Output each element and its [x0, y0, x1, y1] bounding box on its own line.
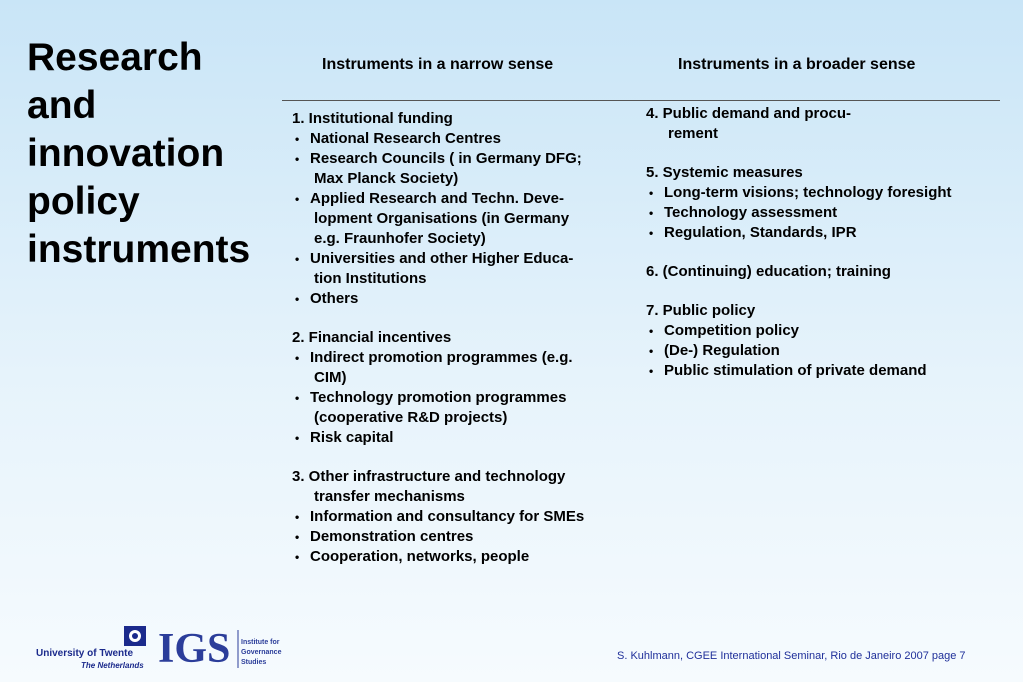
group-heading-text: 4. Public demand and procu- — [646, 105, 852, 122]
list-item-continuation: lopment Organisations (in Germany — [314, 210, 570, 227]
title-line: innovation — [27, 132, 225, 175]
list-item-text: Technology assessment — [664, 204, 838, 221]
group-heading — [646, 104, 1006, 144]
list-item-text: Applied Research and Techn. Deve- — [310, 190, 564, 207]
list-item-text: Risk capital — [310, 429, 394, 446]
title-line: and — [27, 84, 97, 127]
list-item — [646, 203, 1006, 223]
list-item — [646, 223, 1006, 243]
group-heading — [646, 163, 1006, 183]
group-heading-text: 1. Institutional funding — [292, 110, 453, 127]
group-heading-text: 7. Public policy — [646, 302, 756, 319]
list-item-text: Regulation, Standards, IPR — [664, 224, 857, 241]
list-item-text: (De-) Regulation — [664, 342, 780, 359]
group-heading-text: 3. Other infrastructure and technology — [292, 468, 566, 485]
title-line: instruments — [27, 228, 251, 271]
list-item-text: Information and consultancy for SMEs — [310, 508, 585, 525]
broader-instruments-list — [646, 104, 1006, 400]
header-divider — [282, 100, 1000, 101]
list-item — [292, 527, 632, 547]
ut-logo-line1: University of Twente — [36, 648, 134, 659]
list-item-text: Technology promotion programmes — [310, 389, 567, 406]
instrument-group — [646, 104, 1006, 144]
list-item-text: Demonstration centres — [310, 528, 474, 545]
group-heading-text: 6. (Continuing) education; training — [646, 263, 891, 280]
list-item-text: Others — [310, 290, 359, 307]
group-heading — [292, 109, 632, 129]
group-heading — [292, 467, 632, 507]
narrow-column-header: Instruments in a narrow sense — [322, 56, 554, 73]
list-item-text: Competition policy — [664, 322, 799, 339]
list-item-continuation: (cooperative R&D projects) — [314, 409, 508, 426]
list-item-text: National Research Centres — [310, 130, 501, 147]
list-item-continuation: Max Planck Society) — [314, 170, 459, 187]
igs-logo-mark: IGS — [158, 626, 231, 672]
list-item — [292, 289, 632, 309]
instrument-group — [292, 109, 632, 309]
list-item — [292, 428, 632, 448]
list-item — [646, 341, 1006, 361]
group-heading — [292, 328, 632, 348]
group-heading-text: 2. Financial incentives — [292, 329, 452, 346]
list-item — [292, 388, 632, 428]
instrument-group — [646, 262, 1006, 282]
group-heading-text: 5. Systemic measures — [646, 164, 803, 181]
list-item — [292, 129, 632, 149]
list-item — [646, 321, 1006, 341]
instrument-group — [292, 467, 632, 567]
list-item-text: Universities and other Higher Educa- — [310, 250, 574, 267]
narrow-instruments-list — [292, 109, 632, 586]
list-item — [646, 183, 1006, 203]
list-item — [292, 189, 632, 249]
igs-logo — [158, 622, 298, 672]
list-item-continuation: tion Institutions — [314, 270, 427, 287]
ut-logo-line2: The Netherlands — [81, 661, 144, 670]
list-item — [646, 361, 1006, 381]
list-item — [292, 547, 632, 567]
group-heading — [646, 301, 1006, 321]
igs-logo-line3: Studies — [241, 659, 267, 666]
title-line: Research — [27, 36, 203, 79]
footer-citation: S. Kuhlmann, CGEE International Seminar, Rio de Janeiro 2007 page 7 — [617, 650, 966, 662]
instrument-group — [292, 328, 632, 448]
title-line: policy — [27, 180, 140, 223]
list-item-text: Research Councils ( in Germany DFG; — [310, 150, 582, 167]
list-item-text: Cooperation, networks, people — [310, 548, 530, 565]
list-item-continuation: e.g. Fraunhofer Society) — [314, 230, 486, 247]
igs-logo-line1: Institute for — [241, 639, 280, 646]
list-item-text: Indirect promotion programmes (e.g. — [310, 349, 573, 366]
list-item — [292, 507, 632, 527]
igs-logo-line2: Governance — [241, 649, 282, 656]
list-item — [292, 149, 632, 189]
university-of-twente-logo — [34, 624, 154, 674]
list-item-text: Long-term visions; technology foresight — [664, 184, 952, 201]
group-heading — [646, 262, 1006, 282]
list-item — [292, 249, 632, 289]
list-item — [292, 348, 632, 388]
group-heading-continuation: transfer mechanisms — [314, 488, 465, 505]
instrument-group — [646, 163, 1006, 243]
list-item-continuation: CIM) — [314, 369, 347, 386]
list-item-text: Public stimulation of private demand — [664, 362, 927, 379]
slide-title — [27, 34, 277, 274]
twente-emblem-icon — [124, 626, 146, 646]
group-heading-continuation: rement — [668, 125, 719, 142]
broader-column-header: Instruments in a broader sense — [678, 56, 916, 73]
instrument-group — [646, 301, 1006, 381]
